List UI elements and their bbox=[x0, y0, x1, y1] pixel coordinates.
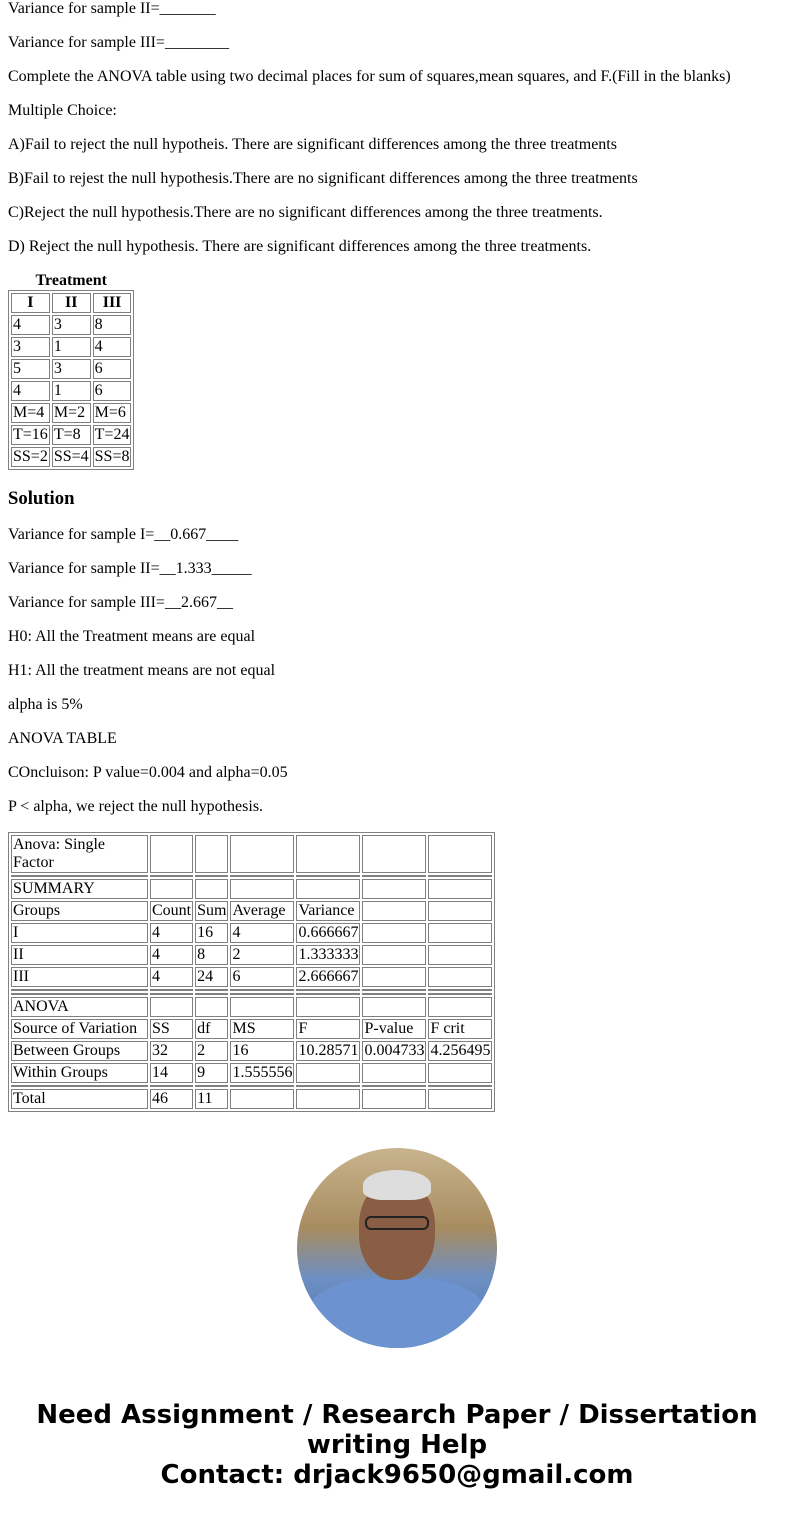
solution-line: COncluison: P value=0.004 and alpha=0.05 bbox=[8, 764, 288, 781]
table-cell bbox=[362, 835, 426, 873]
table-cell bbox=[230, 835, 294, 873]
table-row bbox=[11, 945, 492, 965]
table-row bbox=[11, 1019, 492, 1039]
separator-cell bbox=[296, 989, 360, 991]
table-cell: Total bbox=[11, 1089, 148, 1109]
solution-line: H1: All the treatment means are not equal bbox=[8, 662, 276, 679]
table-row bbox=[11, 997, 492, 1017]
separator-cell bbox=[296, 875, 360, 877]
table-row bbox=[11, 901, 492, 921]
table-cell: T=24 bbox=[93, 425, 132, 445]
table-cell: 6 bbox=[230, 967, 294, 987]
separator-cell bbox=[362, 993, 426, 995]
table-cell: MS bbox=[230, 1019, 294, 1039]
table-cell bbox=[195, 835, 228, 873]
solution-heading: Solution bbox=[8, 488, 75, 509]
table-cell: 4 bbox=[150, 923, 193, 943]
solution-line: Variance for sample II=__1.333_____ bbox=[8, 560, 252, 577]
table-cell bbox=[362, 901, 426, 921]
table-cell: SS=4 bbox=[53, 448, 89, 465]
table-cell bbox=[362, 945, 426, 965]
solution-line: ANOVA TABLE bbox=[8, 730, 117, 747]
table-cell: 46 bbox=[150, 1089, 193, 1109]
table-cell: SUMMARY bbox=[11, 879, 148, 899]
separator-cell bbox=[195, 1085, 228, 1087]
table-row bbox=[11, 337, 131, 357]
table-cell: M=4 bbox=[11, 403, 50, 423]
table-cell: 6 bbox=[93, 381, 132, 401]
separator-cell bbox=[428, 1085, 492, 1087]
separator-cell bbox=[230, 875, 294, 877]
table-cell: Anova: Single Factor bbox=[11, 835, 148, 873]
table-cell bbox=[195, 997, 228, 1017]
table-cell: 1.555556 bbox=[232, 1064, 293, 1081]
table-cell: T=8 bbox=[52, 425, 91, 445]
solution-line: alpha is 5% bbox=[8, 696, 83, 713]
separator-cell bbox=[362, 1085, 426, 1087]
solution-section bbox=[8, 526, 786, 816]
anova-table bbox=[8, 832, 495, 1112]
header-cell: I bbox=[11, 293, 50, 313]
separator-cell bbox=[428, 993, 492, 995]
separator-cell bbox=[11, 1085, 148, 1087]
table-cell: df bbox=[195, 1019, 228, 1039]
table-cell: 14 bbox=[150, 1063, 193, 1083]
table-cell: F bbox=[296, 1019, 360, 1039]
table-cell: 4 bbox=[150, 967, 193, 987]
solution-line: Variance for sample III=__2.667__ bbox=[8, 594, 233, 611]
table-row bbox=[11, 425, 131, 445]
choice-b: B)Fail to rejest the null hypothesis.There are no significant differences among the three treatments bbox=[8, 170, 638, 187]
table-cell: T=16 bbox=[11, 425, 50, 445]
table-cell: Groups bbox=[11, 901, 148, 921]
table-cell: 9 bbox=[195, 1063, 228, 1083]
table-cell bbox=[428, 879, 492, 899]
table-cell bbox=[296, 835, 360, 873]
table-cell bbox=[428, 835, 492, 873]
table-cell bbox=[428, 923, 492, 943]
separator-row bbox=[11, 989, 492, 991]
table-row bbox=[11, 359, 131, 379]
table-cell bbox=[296, 1063, 360, 1083]
separator-row bbox=[11, 1085, 492, 1087]
table-row bbox=[11, 315, 131, 335]
table-cell: 2.666667 bbox=[298, 968, 359, 985]
table-cell: Sum bbox=[197, 902, 227, 919]
table-cell: 4 bbox=[230, 923, 294, 943]
header-cell: II bbox=[52, 293, 91, 313]
table-cell: SS=2 bbox=[13, 448, 48, 465]
table-row bbox=[11, 381, 131, 401]
table-cell: III bbox=[11, 967, 148, 987]
separator-cell bbox=[150, 1085, 193, 1087]
table-cell: 4 bbox=[11, 315, 50, 335]
footer-banner bbox=[8, 1400, 786, 1490]
table-cell: M=6 bbox=[93, 403, 132, 423]
table-cell bbox=[428, 901, 492, 921]
table-cell bbox=[428, 1063, 492, 1083]
table-cell: Count bbox=[152, 902, 192, 919]
question-line: Variance for sample III=________ bbox=[8, 34, 229, 51]
table-cell: M=2 bbox=[52, 403, 91, 423]
separator-cell bbox=[195, 875, 228, 877]
table-cell: II bbox=[11, 945, 148, 965]
table-cell: 24 bbox=[195, 967, 228, 987]
table-cell: SS bbox=[150, 1019, 193, 1039]
separator-cell bbox=[362, 875, 426, 877]
table-cell: 32 bbox=[150, 1041, 193, 1061]
table-cell bbox=[230, 1089, 294, 1109]
table-cell bbox=[296, 879, 360, 899]
table-cell: 1 bbox=[52, 381, 91, 401]
table-cell: P-value bbox=[362, 1019, 426, 1039]
solution-line: H0: All the Treatment means are equal bbox=[8, 628, 256, 645]
table-cell: Between Groups bbox=[11, 1041, 148, 1061]
table-cell: I bbox=[11, 923, 148, 943]
table-cell bbox=[428, 945, 492, 965]
table-cell bbox=[428, 1089, 492, 1109]
table-cell: SS=8 bbox=[94, 448, 130, 465]
question-line: Variance for sample II=_______ bbox=[8, 0, 216, 17]
table-row bbox=[11, 835, 492, 873]
table-cell: 4 bbox=[11, 381, 50, 401]
table-cell: 10.28571 bbox=[298, 1042, 359, 1059]
separator-cell bbox=[150, 993, 193, 995]
table-cell bbox=[362, 923, 426, 943]
question-section bbox=[8, 0, 786, 256]
table-row bbox=[11, 879, 492, 899]
table-cell bbox=[362, 1089, 426, 1109]
separator-cell bbox=[150, 875, 193, 877]
table-cell bbox=[428, 967, 492, 987]
table-row bbox=[11, 1063, 492, 1083]
table-cell: 3 bbox=[52, 359, 91, 379]
table-cell bbox=[150, 997, 193, 1017]
table-cell: 3 bbox=[52, 315, 91, 335]
separator-row bbox=[11, 993, 492, 995]
table-cell bbox=[230, 879, 294, 899]
table-cell: 8 bbox=[93, 315, 132, 335]
question-line: Complete the ANOVA table using two decimal places for sum of squares,mean squares, and F.(Fill in the blanks) bbox=[8, 68, 731, 85]
table-cell: 4 bbox=[93, 337, 132, 357]
table-cell bbox=[428, 997, 492, 1017]
table-cell bbox=[230, 997, 294, 1017]
choice-c: C)Reject the null hypothesis.There are no significant differences among the three treatments. bbox=[8, 204, 603, 221]
table-cell: 4.256495 bbox=[430, 1042, 491, 1059]
table-cell: Variance bbox=[296, 901, 360, 921]
table-cell: 5 bbox=[11, 359, 50, 379]
table-cell bbox=[362, 1063, 426, 1083]
table-cell: 11 bbox=[195, 1089, 228, 1109]
table-row bbox=[11, 447, 131, 467]
table-cell: Source of Variation bbox=[11, 1019, 148, 1039]
separator-cell bbox=[150, 989, 193, 991]
separator-cell bbox=[296, 1085, 360, 1087]
table-cell: 16 bbox=[195, 923, 228, 943]
table-cell: 0.666667 bbox=[298, 924, 359, 941]
table-cell bbox=[150, 879, 193, 899]
table-row bbox=[11, 1041, 492, 1061]
separator-cell bbox=[428, 875, 492, 877]
separator-cell bbox=[296, 993, 360, 995]
table-cell: 1.333333 bbox=[298, 946, 359, 963]
treatment-table bbox=[8, 272, 134, 470]
table-cell bbox=[362, 967, 426, 987]
separator-cell bbox=[195, 993, 228, 995]
separator-cell bbox=[11, 875, 148, 877]
table-cell: ANOVA bbox=[11, 997, 148, 1017]
table-cell: Average bbox=[230, 901, 294, 921]
choice-a: A)Fail to reject the null hypotheis. There are significant differences among the three treatments bbox=[8, 136, 617, 153]
table-cell: Within Groups bbox=[11, 1063, 148, 1083]
separator-cell bbox=[362, 989, 426, 991]
separator-cell bbox=[230, 989, 294, 991]
table-row bbox=[11, 1089, 492, 1109]
table-cell: 8 bbox=[195, 945, 228, 965]
separator-cell bbox=[195, 989, 228, 991]
footer-help-text: Need Assignment / Research Paper / Dissertation writing Help bbox=[36, 1400, 758, 1460]
table-header-row bbox=[11, 293, 131, 313]
table-row bbox=[11, 403, 131, 423]
solution-line: P < alpha, we reject the null hypothesis. bbox=[8, 798, 264, 815]
header-cell: III bbox=[93, 293, 132, 313]
table-cell: 3 bbox=[11, 337, 50, 357]
table-cell bbox=[195, 879, 228, 899]
table-cell: F crit bbox=[428, 1019, 492, 1039]
separator-cell bbox=[11, 993, 148, 995]
separator-cell bbox=[230, 993, 294, 995]
choice-d: D) Reject the null hypothesis. There are significant differences among the three treatments. bbox=[8, 238, 592, 255]
table-cell: 16 bbox=[230, 1041, 294, 1061]
table-cell bbox=[362, 879, 426, 899]
footer-contact: Contact: drjack9650@gmail.com bbox=[160, 1460, 634, 1490]
table-cell: 2 bbox=[195, 1041, 228, 1061]
table-cell: 4 bbox=[150, 945, 193, 965]
author-avatar bbox=[297, 1148, 497, 1348]
table-row bbox=[11, 923, 492, 943]
table-cell bbox=[362, 997, 426, 1017]
separator-cell bbox=[11, 989, 148, 991]
table-cell bbox=[150, 835, 193, 873]
table-cell: 6 bbox=[93, 359, 132, 379]
table-cell: 0.004733 bbox=[364, 1042, 425, 1059]
question-line: Multiple Choice: bbox=[8, 102, 117, 119]
table-cell bbox=[296, 997, 360, 1017]
separator-cell bbox=[428, 989, 492, 991]
table-cell: 2 bbox=[230, 945, 294, 965]
separator-row bbox=[11, 875, 492, 877]
table-cell: 1 bbox=[52, 337, 91, 357]
table-cell bbox=[296, 1089, 360, 1109]
table-row bbox=[11, 967, 492, 987]
treatment-caption: Treatment bbox=[35, 272, 107, 289]
solution-line: Variance for sample I=__0.667____ bbox=[8, 526, 239, 543]
separator-cell bbox=[230, 1085, 294, 1087]
